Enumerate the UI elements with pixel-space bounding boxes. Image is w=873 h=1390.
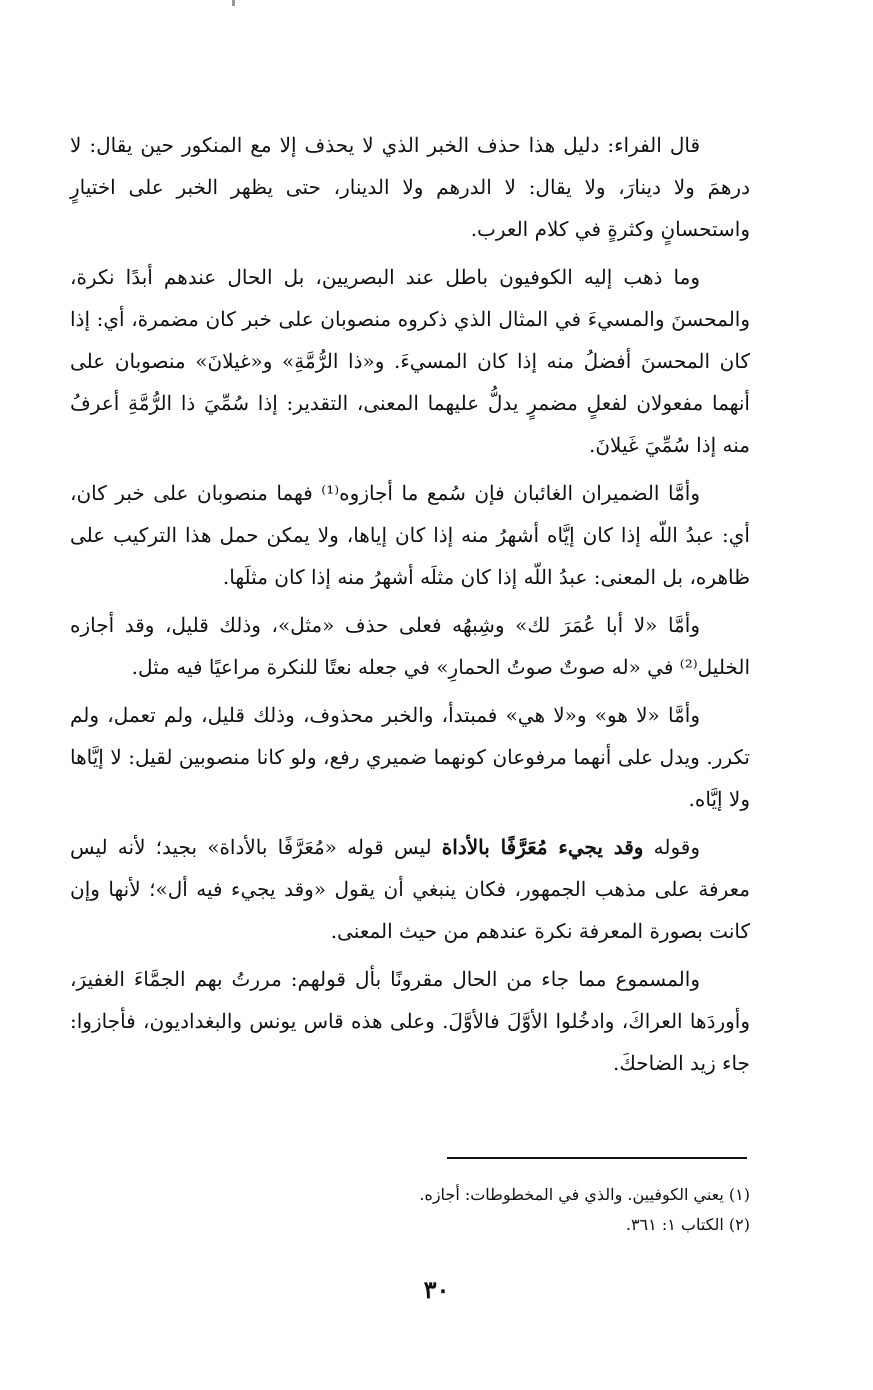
footnote-2: (٢) الكتاب ١: ٣٦١.	[625, 1215, 750, 1234]
footnotes	[70, 1180, 750, 1240]
paragraph-6-rest: ليس قوله «مُعَرَّفًا بالأداة» بجيد؛ لأنه ليس معرفة على مذهب الجمهور، فكان ينبغي أن يقول «وقد يجيء فيه أل»؛ لأنها وإن كانت بصورة المعرفة نكرة عندهم من حيث المعنى.	[70, 835, 750, 943]
footnote-1: (١) يعني الكوفيين. والذي في المخطوطات: أجازه.	[419, 1185, 750, 1204]
paragraph-6-bold-quote: وقد يجيء مُعَرَّفًا بالأداة	[441, 835, 644, 859]
scan-mark	[232, 0, 235, 6]
paragraph-7: والمسموع مما جاء من الحال مقرونًا بأل قولهم: مررتُ بهم الجمَّاءَ الغفيرَ، وأوردَها العراكَ، وادخُلوا الأوَّلَ فالأوَّلَ. وعلى هذه قاس يونس والبغداديون، فأجازوا: جاء زيد الضاحكَ.	[70, 967, 750, 1075]
paragraph-5: وأمَّا «لا هو» و«لا هي» فمبتدأ، والخبر محذوف، وذلك قليل، ولم تعمل، ولم تكرر. ويدل على أنهما مرفوعان كونهما ضميري رفع، ولو كانا منصوبين لقيل: لا إيَّاها ولا إيَّاه.	[70, 703, 750, 811]
page-number: ٣٠	[423, 1275, 450, 1304]
paragraph-4: وأمَّا «لا أبا عُمَرَ لك» وشِبهُه فعلى حذف «مثل»، وذلك قليل، وقد أجازه الخليل⁽²⁾ في «له صوتٌ صوتُ الحمارِ» في جعله نعتًا للنكرة مراعيًا فيه مثل.	[70, 613, 750, 679]
paragraph-6-lead: وقوله	[653, 835, 701, 859]
paragraph-1: قال الفراء: دليل هذا حذف الخبر الذي لا يحذف إلا مع المنكور حين يقال: لا درهمَ ولا دينارَ، ولا يقال: لا الدرهم ولا الدينار، حتى يظهر الخبر على اختيارٍ واستحسانٍ وكثرةٍ في كلام العرب.	[70, 133, 750, 241]
paragraph-6	[70, 826, 750, 952]
footnote-divider	[447, 1157, 747, 1159]
paragraph-3: وأمَّا الضميران الغائبان فإن سُمع ما أجازوه⁽¹⁾ فهما منصوبان على خبر كان، أي: عبدُ اللّه إذا كان إيَّاه أشهرُ منه إذا كان إياها، ولا يمكن حمل هذا التركيب على ظاهره، بل المعنى: عبدُ اللّه إذا كان مثلَه أشهرُ منه إذا كان مثلَها.	[70, 481, 750, 589]
page-body	[70, 124, 750, 1090]
paragraph-2: وما ذهب إليه الكوفيون باطل عند البصريين، بل الحال عندهم أبدًا نكرة، والمحسنَ والمسيءَ في المثال الذي ذكروه منصوبان على خبر كان مضمرة، أي: إذا كان المحسنَ أفضلُ منه إذا كان المسيءَ. و«ذا الرُّمَّةِ» و«غيلانَ» منصوبان على أنهما مفعولان لفعلٍ مضمرٍ يدلُّ عليهما المعنى، التقدير: إذا سُمِّيَ ذا الرُّمَّةِ أعرفُ منه إذا سُمِّيَ غَيلانَ.	[70, 265, 750, 457]
